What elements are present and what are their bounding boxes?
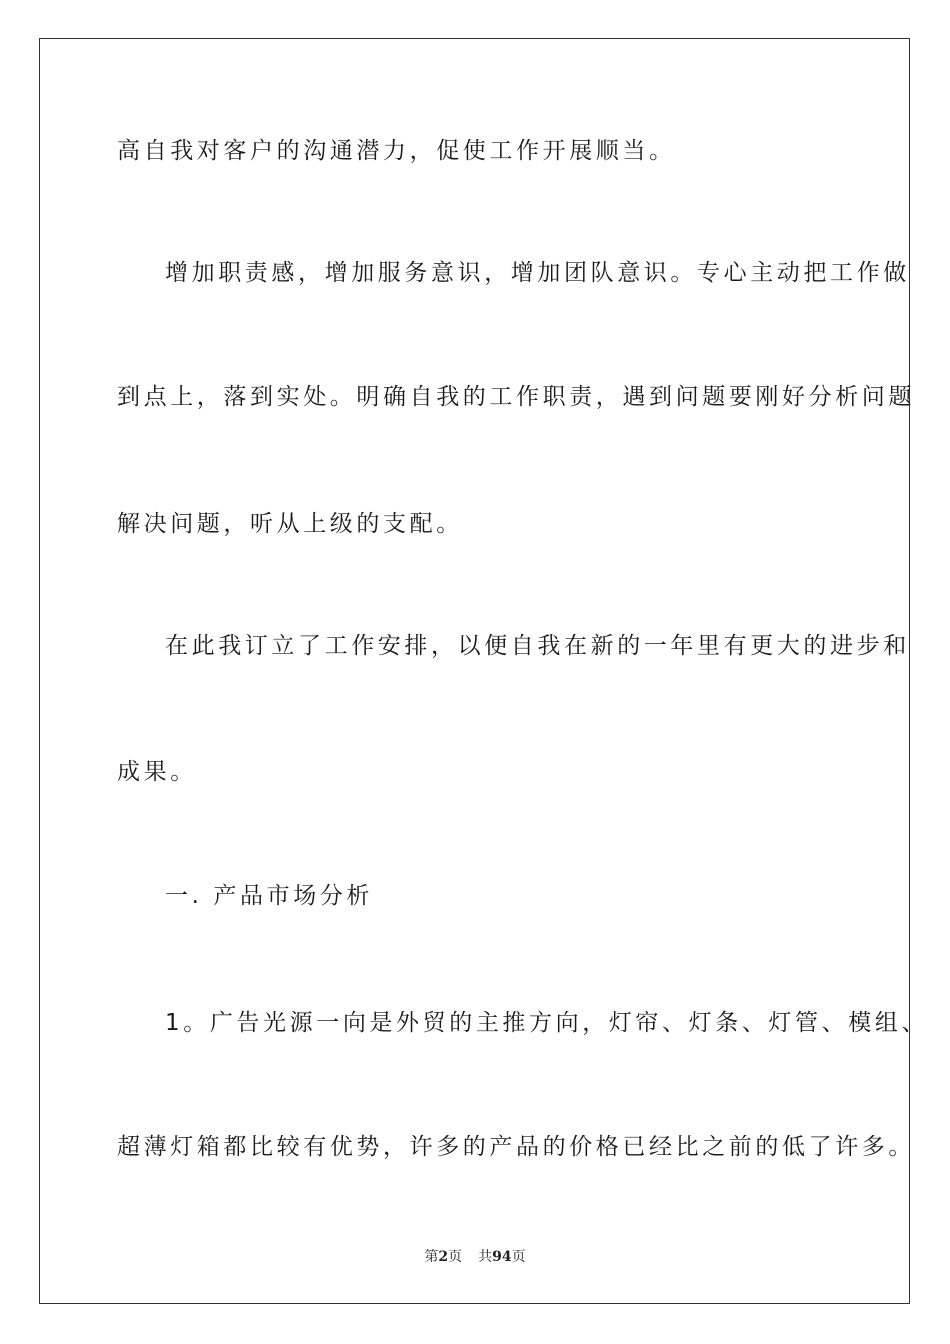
page-footer bbox=[0, 1246, 950, 1266]
footer-page-suffix: 页 bbox=[448, 1249, 463, 1265]
paragraph-line-7: 1。广告光源一向是外贸的主推方向，灯帘、灯条、灯管、模组、 bbox=[165, 1010, 929, 1036]
paragraph-line-1: 高自我对客户的沟通潜力，促使工作开展顺当。 bbox=[117, 138, 676, 164]
footer-page-number: 2 bbox=[438, 1249, 449, 1265]
page-border bbox=[39, 38, 910, 1304]
paragraph-line-8: 超薄灯箱都比较有优势，许多的产品的价格已经比之前的低了许多。 bbox=[117, 1134, 915, 1160]
paragraph-line-2: 增加职责感，增加服务意识，增加团队意识。专心主动把工作做 bbox=[165, 260, 910, 286]
paragraph-line-5: 在此我订立了工作安排，以便自我在新的一年里有更大的进步和 bbox=[165, 633, 910, 659]
section-heading: 一. 产品市场分析 bbox=[165, 883, 374, 909]
paragraph-line-4: 解决问题，听从上级的支配。 bbox=[117, 511, 463, 537]
footer-total-suffix: 页 bbox=[511, 1249, 526, 1265]
footer-total-prefix: 共 bbox=[478, 1249, 493, 1265]
paragraph-line-3: 到点上，落到实处。明确自我的工作职责，遇到问题要刚好分析问题 bbox=[117, 384, 915, 410]
footer-total-number: 94 bbox=[492, 1249, 512, 1265]
paragraph-line-6: 成果。 bbox=[117, 759, 197, 785]
footer-page-prefix: 第 bbox=[424, 1249, 439, 1265]
